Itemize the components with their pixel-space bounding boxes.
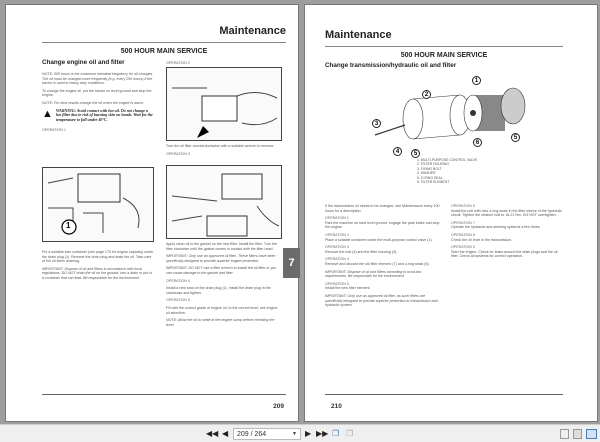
first-page-button[interactable]: ◀◀	[206, 429, 219, 438]
pdf-toolbar	[0, 424, 600, 442]
paragraph: Install the new filter element.	[325, 286, 371, 291]
callout: 4	[393, 147, 402, 156]
next-page-button[interactable]: ▶	[305, 429, 312, 438]
paragraph: Turn the oil filter counterclockwise with a suitable wrench to remove.	[166, 144, 275, 148]
section-title: 500 HOUR MAIN SERVICE	[120, 48, 208, 55]
operation-label: OPERATION 6	[451, 204, 475, 208]
note: NOTE: Allow the oil to settle in the engine sump before checking the level.	[166, 318, 275, 327]
operation-label: OPERATION 4	[166, 278, 190, 283]
legend-item: 1. MULTI-PURPOSE CONTROL VALVE	[417, 158, 478, 162]
header-rule	[325, 46, 563, 47]
paragraph: Install a new seal on the drain plug (1). Install the drain plug in the crankcase and tighten.	[166, 286, 271, 295]
paragraph: If the transmission oil needs to be changed, see Maintenance every 100 hours for a description.	[325, 204, 440, 213]
important-note: IMPORTANT: DO NOT use a filter wrench to install the oil filter or you can cause damage to the gasket and filter.	[166, 266, 277, 275]
legend-item: 4. WASHER	[417, 171, 436, 176]
page-number: 209	[273, 403, 284, 410]
right-column-lower	[166, 242, 282, 330]
paragraph: Install the unit with new o-ring seals in the filter sleeve of the hydraulic circuit. Tighten the retainer bolt to 18-21 Nm. DO NOT overtighten.	[451, 208, 563, 218]
paragraph: Operate the hydraulic and steering systems a few times.	[451, 225, 541, 230]
legend-item: 5. O-RING SEAL	[417, 175, 443, 180]
callout: 1	[472, 76, 481, 85]
oil-filter-figure	[166, 67, 282, 141]
footer-rule	[42, 394, 286, 395]
header-rule	[42, 42, 286, 43]
operation-label: OPERATION 5	[166, 298, 190, 303]
important-note: IMPORTANT: Dispose of oil and filters according to local law requirements. Be responsible for the environment.	[325, 269, 422, 279]
paragraph: Park the machine on hard level ground, engage the park brake and stop the engine.	[325, 220, 440, 230]
prev-page-button[interactable]: ◀	[222, 429, 229, 438]
paragraph: Put a suitable size container (see page 170 for engine capacity) under the drain plug (1). Remove the drain plug and drain the oil. Take care of hot oil when draining.	[42, 250, 154, 264]
operation-label: OPERATION 1	[325, 216, 349, 221]
chevron-down-icon[interactable]: ▼	[292, 431, 297, 437]
important-note: IMPORTANT: Dispose of oil and filters in accordance with local regulations. DO NOT drain the oil on the ground, into a drain or put in a container that can leak. Be responsible for the environment.	[42, 266, 153, 280]
warning-icon: ▲	[42, 107, 53, 120]
paragraph: To change the engine oil, put the tractor on level ground and stop the engine.	[42, 88, 152, 98]
right-column	[451, 204, 566, 262]
paragraph: Remove the bolt (4) and the filter housing (3).	[325, 249, 398, 254]
subtitle: Change engine oil and filter	[42, 59, 125, 66]
operation-label: OPERATION 9	[451, 245, 475, 250]
paragraph: Remove and discard the old filter element (7) and o-ring seals (6).	[325, 261, 430, 266]
right-page	[304, 4, 598, 422]
left-page	[5, 4, 299, 422]
callout: 5	[411, 149, 420, 158]
paste-icon[interactable]: ❐	[346, 429, 354, 438]
oil-filter-drawing	[167, 68, 281, 140]
right-column-mid	[166, 144, 282, 159]
operation-label: OPERATION 3	[325, 245, 349, 250]
drain-plug-figure	[42, 167, 154, 242]
footer-rule	[325, 394, 563, 395]
filter-exploded-diagram	[365, 73, 535, 157]
left-column	[42, 72, 154, 136]
page-header: Maintenance	[219, 25, 286, 37]
two-page-view-icon[interactable]	[586, 429, 597, 439]
subtitle: Change transmission/hydraulic oil and filter	[325, 62, 457, 69]
callout-1: 1	[66, 221, 71, 230]
legend-item: 2. FILTER HOUSING	[417, 162, 449, 167]
legend-item: 6. FILTER ELEMENT	[417, 180, 450, 185]
warning-text: WARNING: Avoid contact with hot oil. Do not change a hot filter due to risk of burning skin on hands. Wait for the temperature to fall under 40°C.	[55, 107, 153, 122]
operation-label: OPERATION 7	[451, 220, 475, 225]
operation-label: OPERATION 2	[325, 232, 349, 237]
legend-item: 3. FIXING BOLT	[417, 166, 442, 171]
callout: 3	[372, 119, 381, 128]
copy-icon[interactable]: ❐	[332, 429, 340, 438]
important-note: IMPORTANT: Only use an approved oil filter. These filters have been specifically designed to provide superior engine protection.	[166, 254, 276, 263]
note: NOTE: For best results change the oil when the engine is warm.	[42, 100, 144, 105]
operation-label: OPERATION 2	[166, 61, 190, 65]
single-page-view-icon[interactable]	[560, 429, 569, 439]
operation-label: OPERATION 1	[42, 128, 66, 133]
callout: 2	[422, 90, 431, 99]
page-display: 209 / 264	[237, 431, 267, 438]
filter-install-figure	[166, 165, 282, 239]
operation-label: OPERATION 3	[166, 151, 190, 156]
paragraph: Start the engine. Check for leaks around the drain plugs and the oil filter. Check all systems for correct operation.	[451, 249, 558, 259]
callout: 6	[473, 138, 482, 147]
left-column	[325, 204, 440, 311]
note: NOTE: 500 hours is the maximum tolerated frequency for oil changes. The oil must be changed more frequently (e.g. every 250 hours) if the tractor is used in heavy duty conditions.	[42, 72, 154, 86]
page-number: 210	[331, 403, 342, 410]
operation-label: OPERATION 8	[451, 232, 475, 237]
paragraph: Place a suitable container under the multi-purpose control valve (1).	[325, 237, 433, 242]
chapter-tab: 7	[283, 248, 300, 278]
last-page-button[interactable]: ▶▶	[316, 429, 329, 438]
page-selector[interactable]	[233, 428, 301, 440]
callout: 5	[511, 133, 520, 142]
operation-label: OPERATION 5	[325, 281, 349, 286]
page-header: Maintenance	[325, 29, 392, 41]
diagram-legend	[417, 158, 477, 184]
paragraph: Fill with the correct grade of engine oil, to the correct level, see engine oil selection.	[166, 305, 278, 315]
left-column-lower	[42, 250, 154, 284]
paragraph: Apply clean oil to the gasket on the new filter. Install the filter. Turn the filter clockwise until the gasket comes in contact with the filter head.	[166, 242, 278, 251]
operation-label: OPERATION 4	[325, 257, 349, 262]
important-note: IMPORTANT: Only use an approved oil filter, as such filters are specifically designed to provide superior protection to transmission and hydraulic system.	[325, 293, 438, 308]
paragraph: Check the oil level in the transmission.	[451, 237, 513, 242]
continuous-view-icon[interactable]	[573, 429, 582, 439]
filter-install-drawing	[167, 166, 281, 238]
engine-drawing	[43, 168, 153, 241]
section-title: 500 HOUR MAIN SERVICE	[400, 52, 488, 59]
